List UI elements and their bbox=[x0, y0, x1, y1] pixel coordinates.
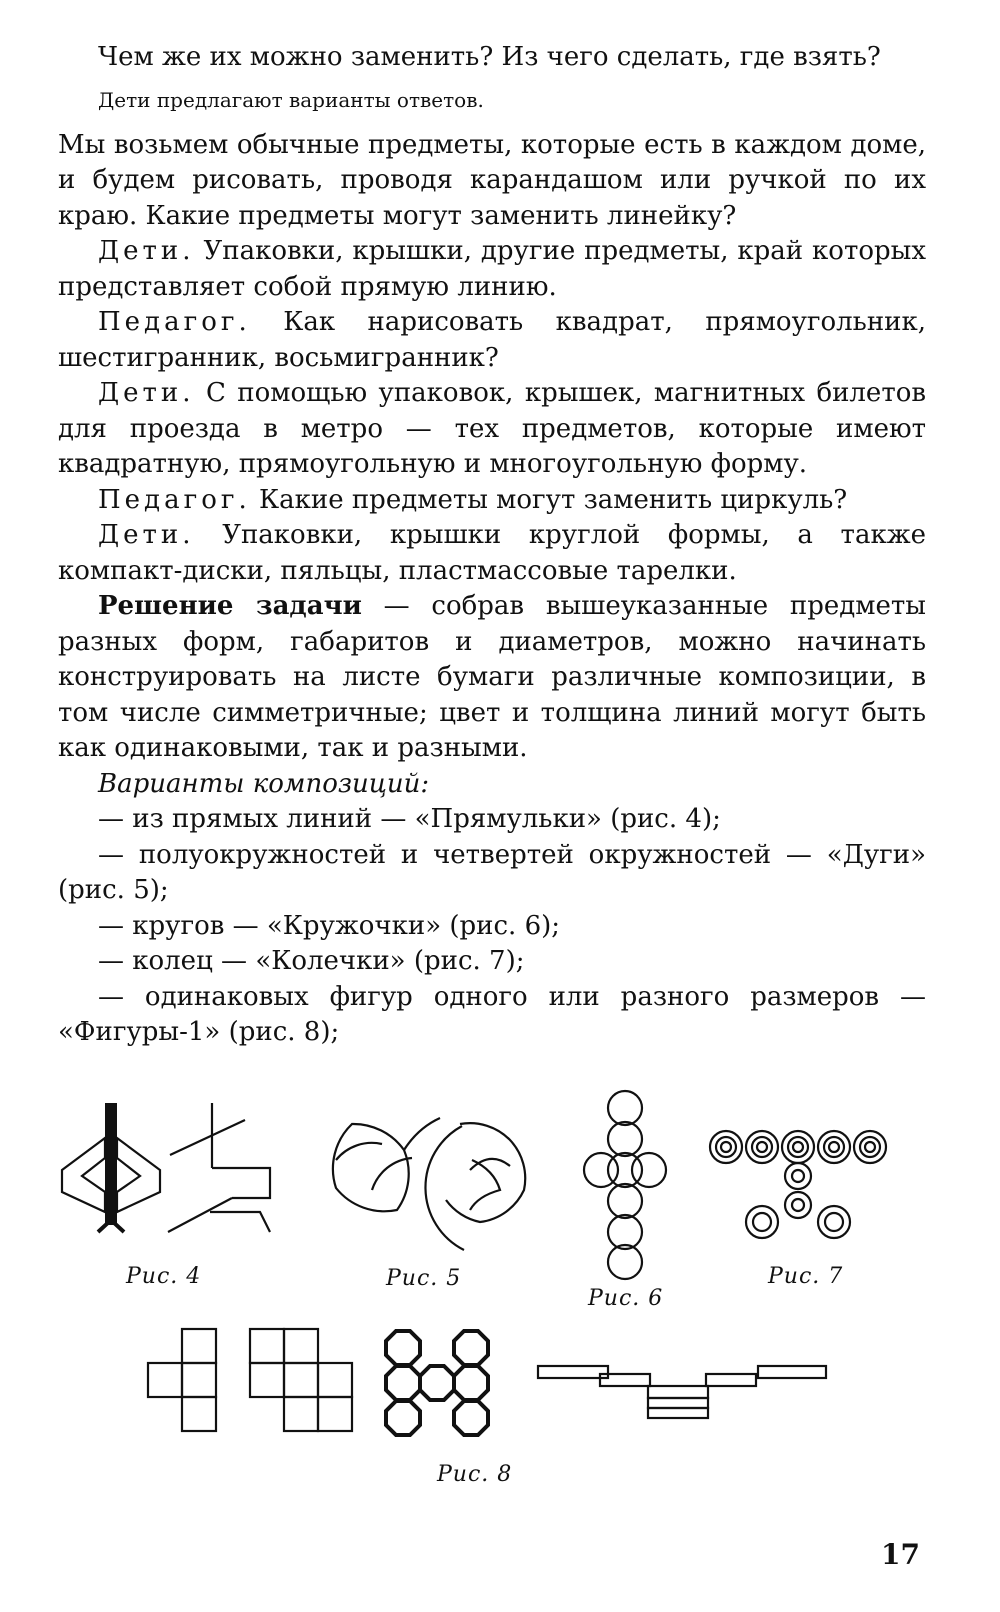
ring bbox=[818, 1131, 850, 1163]
figure-4-caption: Рис. 4 bbox=[126, 1264, 202, 1289]
page-number: 17 bbox=[881, 1538, 920, 1571]
figure-8-steps bbox=[538, 1366, 826, 1418]
ring bbox=[710, 1131, 742, 1163]
speaker: Педагог. bbox=[98, 307, 251, 337]
solution-text: — собрав вышеуказанные предметы разных форм, габаритов и диаметров, можно начинать конструировать на листе бумаги различные композиции, в том числе симметричные; цвет и толщина линий могут быть как одинаковыми, так и разными. bbox=[58, 591, 926, 763]
ring bbox=[818, 1206, 850, 1238]
ring bbox=[854, 1131, 886, 1163]
figure-7-caption: Рис. 7 bbox=[768, 1264, 844, 1289]
variant-item-3: — кругов — «Кружочки» (рис. 6); bbox=[98, 910, 561, 941]
dialogue-text: Упаковки, крышки круглой формы, а также компакт-диски, пяльцы, пластмассовые тарелки. bbox=[58, 520, 926, 586]
speaker: Дети. bbox=[98, 378, 195, 408]
speaker: Дети. bbox=[98, 236, 195, 266]
figure-8-squares-cross bbox=[148, 1329, 216, 1431]
variant-item-4: — колец — «Колечки» (рис. 7); bbox=[98, 946, 525, 976]
ring bbox=[746, 1131, 778, 1163]
ring bbox=[785, 1192, 811, 1218]
dialogue-text: Упаковки, крышки, другие предметы, край которых представляет собой прямую линию. bbox=[58, 236, 926, 302]
dialogue-text: С помощью упаковок, крышек, магнитных билетов для проезда в метро — тех предметов, которые имеют квадратную, прямоугольную и многоугольную форму. bbox=[58, 378, 926, 479]
dialogue-text: Какие предметы могут заменить циркуль? bbox=[250, 484, 848, 515]
figure-8-caption: Рис. 8 bbox=[437, 1462, 513, 1487]
figure-6-circles bbox=[584, 1091, 666, 1279]
figure-5-arcs bbox=[333, 1118, 525, 1250]
ring bbox=[746, 1206, 778, 1238]
speaker: Педагог. bbox=[98, 484, 251, 515]
speaker: Дети. bbox=[98, 520, 195, 550]
figure-8-octagons bbox=[386, 1331, 488, 1435]
paragraph-objects: Мы возьмем обычные предметы, которые есть в каждом доме, и будем рисовать, проводя карандашом или ручкой по их краю. Какие предметы могут заменить линейку? bbox=[58, 129, 926, 231]
dialogue-text: Как нарисовать квадрат, прямоугольник, шестигранник, восьмигранник? bbox=[58, 307, 926, 373]
variant-item-5: — одинаковых фигур одного или разного размеров — «Фигуры-1» (рис. 8); bbox=[58, 981, 926, 1047]
figure-8-squares-grid bbox=[250, 1329, 352, 1431]
ring bbox=[782, 1131, 814, 1163]
solution-heading: Решение задачи bbox=[98, 591, 362, 621]
figure-4-straight-lines bbox=[62, 1103, 270, 1232]
ring bbox=[785, 1163, 811, 1189]
figure-5-caption: Рис. 5 bbox=[386, 1266, 462, 1291]
variant-item-2: — полуокружностей и четвертей окружностей — «Дуги» (рис. 5); bbox=[58, 839, 926, 905]
variants-title: Варианты композиций: bbox=[98, 768, 430, 799]
figure-7-rings bbox=[710, 1131, 886, 1238]
paragraph-question: Чем же их можно заменить? Из чего сделать, где взять? bbox=[98, 42, 881, 72]
figure-6-caption: Рис. 6 bbox=[588, 1286, 664, 1311]
stage-note: Дети предлагают варианты ответов. bbox=[98, 87, 484, 112]
variant-item-1: — из прямых линий — «Прямульки» (рис. 4); bbox=[98, 804, 721, 834]
